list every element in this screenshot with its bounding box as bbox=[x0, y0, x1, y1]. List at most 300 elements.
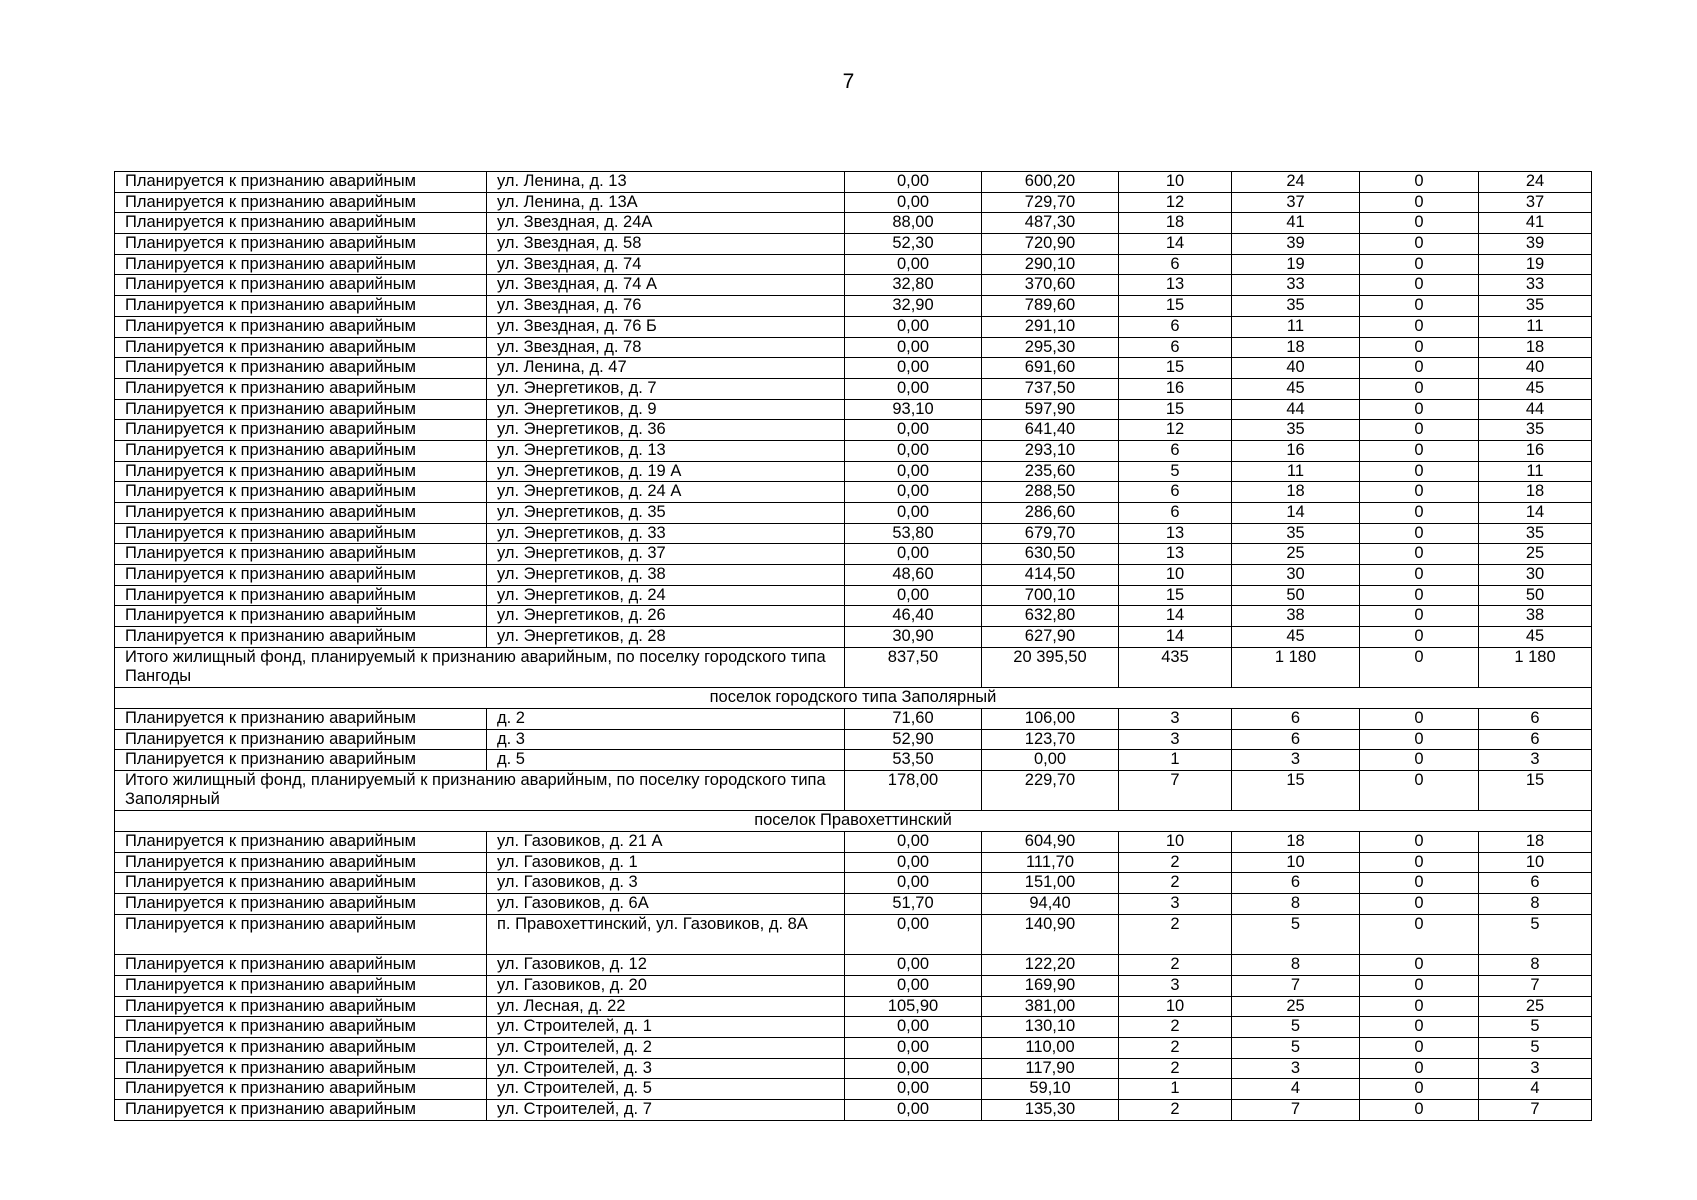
relocated-cell: 0 bbox=[1360, 955, 1479, 976]
address-cell: ул. Энергетиков, д. 24 bbox=[487, 585, 845, 606]
demolished-area-cell: 0,00 bbox=[845, 955, 982, 976]
remaining-cell: 35 bbox=[1479, 296, 1592, 317]
remaining-cell: 7 bbox=[1479, 1099, 1592, 1120]
table-row bbox=[115, 234, 1592, 255]
residents-cell: 5 bbox=[1232, 914, 1360, 954]
total-area-cell: 94,40 bbox=[982, 894, 1119, 915]
total-area-cell: 691,60 bbox=[982, 358, 1119, 379]
status-cell: Планируется к признанию аварийным bbox=[115, 213, 487, 234]
apartments-cell: 14 bbox=[1119, 234, 1232, 255]
status-cell: Планируется к признанию аварийным bbox=[115, 192, 487, 213]
apartments-cell: 1 bbox=[1119, 1079, 1232, 1100]
residents-cell: 4 bbox=[1232, 1079, 1360, 1100]
demolished-area-cell: 88,00 bbox=[845, 213, 982, 234]
table-row bbox=[115, 914, 1592, 954]
status-cell: Планируется к признанию аварийным bbox=[115, 750, 487, 771]
remaining-cell: 5 bbox=[1479, 1037, 1592, 1058]
residents-cell: 3 bbox=[1232, 750, 1360, 771]
status-cell: Планируется к признанию аварийным bbox=[115, 461, 487, 482]
total-area-cell: 293,10 bbox=[982, 440, 1119, 461]
status-cell: Планируется к признанию аварийным bbox=[115, 275, 487, 296]
residents-cell: 25 bbox=[1232, 996, 1360, 1017]
apartments-cell: 6 bbox=[1119, 337, 1232, 358]
status-cell: Планируется к признанию аварийным bbox=[115, 316, 487, 337]
remaining-cell: 25 bbox=[1479, 544, 1592, 565]
total-area-cell: 235,60 bbox=[982, 461, 1119, 482]
section-header-row bbox=[115, 811, 1592, 832]
residents-cell: 10 bbox=[1232, 852, 1360, 873]
address-cell: ул. Газовиков, д. 1 bbox=[487, 852, 845, 873]
address-cell: п. Правохеттинский, ул. Газовиков, д. 8А bbox=[487, 914, 845, 954]
total-row bbox=[115, 647, 1592, 687]
remaining-cell: 4 bbox=[1479, 1079, 1592, 1100]
address-cell: ул. Энергетиков, д. 13 bbox=[487, 440, 845, 461]
table-row bbox=[115, 627, 1592, 648]
relocated-cell: 0 bbox=[1360, 482, 1479, 503]
residents-cell: 8 bbox=[1232, 894, 1360, 915]
total-area-cell: 135,30 bbox=[982, 1099, 1119, 1120]
residents-cell: 6 bbox=[1232, 729, 1360, 750]
remaining-cell: 35 bbox=[1479, 420, 1592, 441]
residents-cell: 18 bbox=[1232, 832, 1360, 853]
address-cell: ул. Ленина, д. 13А bbox=[487, 192, 845, 213]
status-cell: Планируется к признанию аварийным bbox=[115, 172, 487, 193]
table-row bbox=[115, 482, 1592, 503]
relocated-cell: 0 bbox=[1360, 544, 1479, 565]
status-cell: Планируется к признанию аварийным bbox=[115, 337, 487, 358]
remaining-cell: 11 bbox=[1479, 461, 1592, 482]
status-cell: Планируется к признанию аварийным bbox=[115, 1079, 487, 1100]
remaining-cell: 25 bbox=[1479, 996, 1592, 1017]
apartments-cell: 13 bbox=[1119, 523, 1232, 544]
apartments-cell: 435 bbox=[1119, 647, 1232, 687]
address-cell: ул. Лесная, д. 22 bbox=[487, 996, 845, 1017]
residents-cell: 38 bbox=[1232, 606, 1360, 627]
total-area-cell: 0,00 bbox=[982, 750, 1119, 771]
remaining-cell: 37 bbox=[1479, 192, 1592, 213]
residents-cell: 25 bbox=[1232, 544, 1360, 565]
relocated-cell: 0 bbox=[1360, 1058, 1479, 1079]
remaining-cell: 50 bbox=[1479, 585, 1592, 606]
address-cell: ул. Энергетиков, д. 33 bbox=[487, 523, 845, 544]
housing-table bbox=[114, 171, 1592, 1121]
total-area-cell: 597,90 bbox=[982, 399, 1119, 420]
total-area-cell: 123,70 bbox=[982, 729, 1119, 750]
demolished-area-cell: 0,00 bbox=[845, 1017, 982, 1038]
residents-cell: 6 bbox=[1232, 708, 1360, 729]
table-row bbox=[115, 399, 1592, 420]
apartments-cell: 15 bbox=[1119, 296, 1232, 317]
table-row bbox=[115, 378, 1592, 399]
relocated-cell: 0 bbox=[1360, 832, 1479, 853]
apartments-cell: 7 bbox=[1119, 770, 1232, 810]
apartments-cell: 15 bbox=[1119, 585, 1232, 606]
table-row bbox=[115, 729, 1592, 750]
address-cell: ул. Строителей, д. 1 bbox=[487, 1017, 845, 1038]
residents-cell: 1 180 bbox=[1232, 647, 1360, 687]
apartments-cell: 2 bbox=[1119, 1017, 1232, 1038]
table-row bbox=[115, 955, 1592, 976]
relocated-cell: 0 bbox=[1360, 873, 1479, 894]
demolished-area-cell: 32,90 bbox=[845, 296, 982, 317]
relocated-cell: 0 bbox=[1360, 378, 1479, 399]
address-cell: ул. Газовиков, д. 20 bbox=[487, 975, 845, 996]
status-cell: Планируется к признанию аварийным bbox=[115, 1037, 487, 1058]
status-cell: Планируется к признанию аварийным bbox=[115, 1099, 487, 1120]
apartments-cell: 2 bbox=[1119, 955, 1232, 976]
status-cell: Планируется к признанию аварийным bbox=[115, 832, 487, 853]
apartments-cell: 2 bbox=[1119, 1037, 1232, 1058]
address-cell: ул. Строителей, д. 7 bbox=[487, 1099, 845, 1120]
total-area-cell: 700,10 bbox=[982, 585, 1119, 606]
table-row bbox=[115, 1017, 1592, 1038]
total-area-cell: 295,30 bbox=[982, 337, 1119, 358]
address-cell: ул. Звездная, д. 74 А bbox=[487, 275, 845, 296]
total-area-cell: 140,90 bbox=[982, 914, 1119, 954]
relocated-cell: 0 bbox=[1360, 503, 1479, 524]
total-label-cell: Итого жилищный фонд, планируемый к признанию аварийным, по поселку городского типа Заполярный bbox=[115, 770, 845, 810]
relocated-cell: 0 bbox=[1360, 172, 1479, 193]
status-cell: Планируется к признанию аварийным bbox=[115, 708, 487, 729]
remaining-cell: 19 bbox=[1479, 254, 1592, 275]
remaining-cell: 30 bbox=[1479, 565, 1592, 586]
apartments-cell: 2 bbox=[1119, 873, 1232, 894]
table-row bbox=[115, 873, 1592, 894]
remaining-cell: 15 bbox=[1479, 770, 1592, 810]
demolished-area-cell: 0,00 bbox=[845, 873, 982, 894]
relocated-cell: 0 bbox=[1360, 852, 1479, 873]
status-cell: Планируется к признанию аварийным bbox=[115, 1058, 487, 1079]
total-area-cell: 288,50 bbox=[982, 482, 1119, 503]
relocated-cell: 0 bbox=[1360, 975, 1479, 996]
total-area-cell: 679,70 bbox=[982, 523, 1119, 544]
table-row bbox=[115, 337, 1592, 358]
apartments-cell: 13 bbox=[1119, 544, 1232, 565]
table-row bbox=[115, 1058, 1592, 1079]
total-area-cell: 290,10 bbox=[982, 254, 1119, 275]
demolished-area-cell: 0,00 bbox=[845, 172, 982, 193]
status-cell: Планируется к признанию аварийным bbox=[115, 482, 487, 503]
table-row bbox=[115, 420, 1592, 441]
total-area-cell: 414,50 bbox=[982, 565, 1119, 586]
remaining-cell: 45 bbox=[1479, 627, 1592, 648]
status-cell: Планируется к признанию аварийным bbox=[115, 914, 487, 954]
status-cell: Планируется к признанию аварийным bbox=[115, 852, 487, 873]
remaining-cell: 6 bbox=[1479, 729, 1592, 750]
residents-cell: 6 bbox=[1232, 873, 1360, 894]
apartments-cell: 5 bbox=[1119, 461, 1232, 482]
demolished-area-cell: 53,50 bbox=[845, 750, 982, 771]
table-row bbox=[115, 523, 1592, 544]
relocated-cell: 0 bbox=[1360, 585, 1479, 606]
residents-cell: 19 bbox=[1232, 254, 1360, 275]
remaining-cell: 10 bbox=[1479, 852, 1592, 873]
apartments-cell: 13 bbox=[1119, 275, 1232, 296]
address-cell: ул. Звездная, д. 24А bbox=[487, 213, 845, 234]
address-cell: ул. Звездная, д. 78 bbox=[487, 337, 845, 358]
address-cell: ул. Энергетиков, д. 26 bbox=[487, 606, 845, 627]
remaining-cell: 3 bbox=[1479, 1058, 1592, 1079]
remaining-cell: 33 bbox=[1479, 275, 1592, 296]
relocated-cell: 0 bbox=[1360, 440, 1479, 461]
remaining-cell: 5 bbox=[1479, 1017, 1592, 1038]
apartments-cell: 2 bbox=[1119, 1058, 1232, 1079]
address-cell: ул. Энергетиков, д. 19 А bbox=[487, 461, 845, 482]
address-cell: ул. Звездная, д. 76 Б bbox=[487, 316, 845, 337]
remaining-cell: 6 bbox=[1479, 708, 1592, 729]
residents-cell: 35 bbox=[1232, 420, 1360, 441]
status-cell: Планируется к признанию аварийным bbox=[115, 996, 487, 1017]
remaining-cell: 14 bbox=[1479, 503, 1592, 524]
total-area-cell: 720,90 bbox=[982, 234, 1119, 255]
address-cell: д. 2 bbox=[487, 708, 845, 729]
table-row bbox=[115, 585, 1592, 606]
residents-cell: 39 bbox=[1232, 234, 1360, 255]
residents-cell: 24 bbox=[1232, 172, 1360, 193]
demolished-area-cell: 0,00 bbox=[845, 585, 982, 606]
section-title: поселок Правохеттинский bbox=[115, 811, 1592, 832]
table-row bbox=[115, 1037, 1592, 1058]
remaining-cell: 11 bbox=[1479, 316, 1592, 337]
residents-cell: 50 bbox=[1232, 585, 1360, 606]
remaining-cell: 7 bbox=[1479, 975, 1592, 996]
residents-cell: 18 bbox=[1232, 337, 1360, 358]
remaining-cell: 6 bbox=[1479, 873, 1592, 894]
total-area-cell: 117,90 bbox=[982, 1058, 1119, 1079]
demolished-area-cell: 71,60 bbox=[845, 708, 982, 729]
demolished-area-cell: 0,00 bbox=[845, 192, 982, 213]
relocated-cell: 0 bbox=[1360, 1017, 1479, 1038]
table-row bbox=[115, 440, 1592, 461]
table-body bbox=[115, 172, 1592, 1121]
total-area-cell: 381,00 bbox=[982, 996, 1119, 1017]
relocated-cell: 0 bbox=[1360, 192, 1479, 213]
relocated-cell: 0 bbox=[1360, 1079, 1479, 1100]
status-cell: Планируется к признанию аварийным bbox=[115, 440, 487, 461]
relocated-cell: 0 bbox=[1360, 914, 1479, 954]
apartments-cell: 10 bbox=[1119, 565, 1232, 586]
status-cell: Планируется к признанию аварийным bbox=[115, 873, 487, 894]
apartments-cell: 16 bbox=[1119, 378, 1232, 399]
address-cell: ул. Энергетиков, д. 35 bbox=[487, 503, 845, 524]
relocated-cell: 0 bbox=[1360, 708, 1479, 729]
demolished-area-cell: 0,00 bbox=[845, 482, 982, 503]
demolished-area-cell: 0,00 bbox=[845, 316, 982, 337]
address-cell: д. 5 bbox=[487, 750, 845, 771]
demolished-area-cell: 0,00 bbox=[845, 337, 982, 358]
relocated-cell: 0 bbox=[1360, 316, 1479, 337]
demolished-area-cell: 0,00 bbox=[845, 1058, 982, 1079]
demolished-area-cell: 0,00 bbox=[845, 358, 982, 379]
status-cell: Планируется к признанию аварийным bbox=[115, 627, 487, 648]
relocated-cell: 0 bbox=[1360, 399, 1479, 420]
apartments-cell: 18 bbox=[1119, 213, 1232, 234]
status-cell: Планируется к признанию аварийным bbox=[115, 544, 487, 565]
residents-cell: 45 bbox=[1232, 378, 1360, 399]
relocated-cell: 0 bbox=[1360, 420, 1479, 441]
table-row bbox=[115, 461, 1592, 482]
total-area-cell: 151,00 bbox=[982, 873, 1119, 894]
remaining-cell: 45 bbox=[1479, 378, 1592, 399]
demolished-area-cell: 178,00 bbox=[845, 770, 982, 810]
demolished-area-cell: 93,10 bbox=[845, 399, 982, 420]
remaining-cell: 39 bbox=[1479, 234, 1592, 255]
table-row bbox=[115, 852, 1592, 873]
status-cell: Планируется к признанию аварийным bbox=[115, 378, 487, 399]
total-area-cell: 789,60 bbox=[982, 296, 1119, 317]
table-row bbox=[115, 296, 1592, 317]
table-row bbox=[115, 708, 1592, 729]
apartments-cell: 15 bbox=[1119, 358, 1232, 379]
residents-cell: 7 bbox=[1232, 975, 1360, 996]
relocated-cell: 0 bbox=[1360, 729, 1479, 750]
status-cell: Планируется к признанию аварийным bbox=[115, 894, 487, 915]
apartments-cell: 2 bbox=[1119, 1099, 1232, 1120]
total-area-cell: 737,50 bbox=[982, 378, 1119, 399]
residents-cell: 44 bbox=[1232, 399, 1360, 420]
relocated-cell: 0 bbox=[1360, 647, 1479, 687]
total-area-cell: 130,10 bbox=[982, 1017, 1119, 1038]
status-cell: Планируется к признанию аварийным bbox=[115, 975, 487, 996]
demolished-area-cell: 105,90 bbox=[845, 996, 982, 1017]
demolished-area-cell: 46,40 bbox=[845, 606, 982, 627]
demolished-area-cell: 0,00 bbox=[845, 832, 982, 853]
apartments-cell: 10 bbox=[1119, 832, 1232, 853]
demolished-area-cell: 0,00 bbox=[845, 914, 982, 954]
relocated-cell: 0 bbox=[1360, 770, 1479, 810]
total-area-cell: 110,00 bbox=[982, 1037, 1119, 1058]
remaining-cell: 40 bbox=[1479, 358, 1592, 379]
total-area-cell: 370,60 bbox=[982, 275, 1119, 296]
status-cell: Планируется к признанию аварийным bbox=[115, 606, 487, 627]
table-row bbox=[115, 1079, 1592, 1100]
total-area-cell: 59,10 bbox=[982, 1079, 1119, 1100]
residents-cell: 3 bbox=[1232, 1058, 1360, 1079]
relocated-cell: 0 bbox=[1360, 1099, 1479, 1120]
status-cell: Планируется к признанию аварийным bbox=[115, 1017, 487, 1038]
status-cell: Планируется к признанию аварийным bbox=[115, 358, 487, 379]
total-area-cell: 20 395,50 bbox=[982, 647, 1119, 687]
remaining-cell: 1 180 bbox=[1479, 647, 1592, 687]
address-cell: ул. Звездная, д. 76 bbox=[487, 296, 845, 317]
total-area-cell: 632,80 bbox=[982, 606, 1119, 627]
relocated-cell: 0 bbox=[1360, 358, 1479, 379]
status-cell: Планируется к признанию аварийным bbox=[115, 234, 487, 255]
status-cell: Планируется к признанию аварийным bbox=[115, 420, 487, 441]
apartments-cell: 3 bbox=[1119, 894, 1232, 915]
demolished-area-cell: 0,00 bbox=[845, 975, 982, 996]
remaining-cell: 16 bbox=[1479, 440, 1592, 461]
table-row bbox=[115, 544, 1592, 565]
address-cell: ул. Энергетиков, д. 24 А bbox=[487, 482, 845, 503]
address-cell: ул. Энергетиков, д. 36 bbox=[487, 420, 845, 441]
residents-cell: 35 bbox=[1232, 523, 1360, 544]
relocated-cell: 0 bbox=[1360, 996, 1479, 1017]
address-cell: ул. Энергетиков, д. 7 bbox=[487, 378, 845, 399]
address-cell: ул. Звездная, д. 74 bbox=[487, 254, 845, 275]
total-area-cell: 286,60 bbox=[982, 503, 1119, 524]
total-area-cell: 600,20 bbox=[982, 172, 1119, 193]
apartments-cell: 10 bbox=[1119, 996, 1232, 1017]
demolished-area-cell: 0,00 bbox=[845, 544, 982, 565]
apartments-cell: 14 bbox=[1119, 606, 1232, 627]
apartments-cell: 6 bbox=[1119, 254, 1232, 275]
address-cell: ул. Ленина, д. 13 bbox=[487, 172, 845, 193]
remaining-cell: 24 bbox=[1479, 172, 1592, 193]
status-cell: Планируется к признанию аварийным bbox=[115, 399, 487, 420]
relocated-cell: 0 bbox=[1360, 337, 1479, 358]
total-area-cell: 122,20 bbox=[982, 955, 1119, 976]
residents-cell: 33 bbox=[1232, 275, 1360, 296]
apartments-cell: 14 bbox=[1119, 627, 1232, 648]
relocated-cell: 0 bbox=[1360, 565, 1479, 586]
address-cell: ул. Газовиков, д. 21 А bbox=[487, 832, 845, 853]
relocated-cell: 0 bbox=[1360, 627, 1479, 648]
apartments-cell: 15 bbox=[1119, 399, 1232, 420]
residents-cell: 41 bbox=[1232, 213, 1360, 234]
demolished-area-cell: 30,90 bbox=[845, 627, 982, 648]
relocated-cell: 0 bbox=[1360, 894, 1479, 915]
remaining-cell: 35 bbox=[1479, 523, 1592, 544]
total-area-cell: 291,10 bbox=[982, 316, 1119, 337]
address-cell: ул. Строителей, д. 2 bbox=[487, 1037, 845, 1058]
demolished-area-cell: 0,00 bbox=[845, 420, 982, 441]
total-label-cell: Итого жилищный фонд, планируемый к признанию аварийным, по поселку городского типа Пангоды bbox=[115, 647, 845, 687]
address-cell: ул. Энергетиков, д. 38 bbox=[487, 565, 845, 586]
total-area-cell: 630,50 bbox=[982, 544, 1119, 565]
total-area-cell: 641,40 bbox=[982, 420, 1119, 441]
total-area-cell: 487,30 bbox=[982, 213, 1119, 234]
residents-cell: 37 bbox=[1232, 192, 1360, 213]
remaining-cell: 8 bbox=[1479, 894, 1592, 915]
demolished-area-cell: 0,00 bbox=[845, 852, 982, 873]
demolished-area-cell: 0,00 bbox=[845, 440, 982, 461]
table-row bbox=[115, 894, 1592, 915]
demolished-area-cell: 0,00 bbox=[845, 1079, 982, 1100]
remaining-cell: 18 bbox=[1479, 832, 1592, 853]
status-cell: Планируется к признанию аварийным bbox=[115, 296, 487, 317]
total-area-cell: 111,70 bbox=[982, 852, 1119, 873]
address-cell: ул. Газовиков, д. 3 bbox=[487, 873, 845, 894]
status-cell: Планируется к признанию аварийным bbox=[115, 729, 487, 750]
table-row bbox=[115, 316, 1592, 337]
address-cell: ул. Энергетиков, д. 37 bbox=[487, 544, 845, 565]
section-title: поселок городского типа Заполярный bbox=[115, 688, 1592, 709]
residents-cell: 5 bbox=[1232, 1037, 1360, 1058]
apartments-cell: 12 bbox=[1119, 192, 1232, 213]
total-area-cell: 729,70 bbox=[982, 192, 1119, 213]
relocated-cell: 0 bbox=[1360, 234, 1479, 255]
apartments-cell: 2 bbox=[1119, 914, 1232, 954]
total-area-cell: 604,90 bbox=[982, 832, 1119, 853]
demolished-area-cell: 0,00 bbox=[845, 1037, 982, 1058]
relocated-cell: 0 bbox=[1360, 213, 1479, 234]
remaining-cell: 44 bbox=[1479, 399, 1592, 420]
demolished-area-cell: 0,00 bbox=[845, 254, 982, 275]
remaining-cell: 41 bbox=[1479, 213, 1592, 234]
status-cell: Планируется к признанию аварийным bbox=[115, 585, 487, 606]
demolished-area-cell: 32,80 bbox=[845, 275, 982, 296]
apartments-cell: 1 bbox=[1119, 750, 1232, 771]
address-cell: ул. Газовиков, д. 6А bbox=[487, 894, 845, 915]
residents-cell: 11 bbox=[1232, 461, 1360, 482]
address-cell: ул. Звездная, д. 58 bbox=[487, 234, 845, 255]
relocated-cell: 0 bbox=[1360, 461, 1479, 482]
residents-cell: 35 bbox=[1232, 296, 1360, 317]
status-cell: Планируется к признанию аварийным bbox=[115, 565, 487, 586]
remaining-cell: 38 bbox=[1479, 606, 1592, 627]
address-cell: ул. Ленина, д. 47 bbox=[487, 358, 845, 379]
